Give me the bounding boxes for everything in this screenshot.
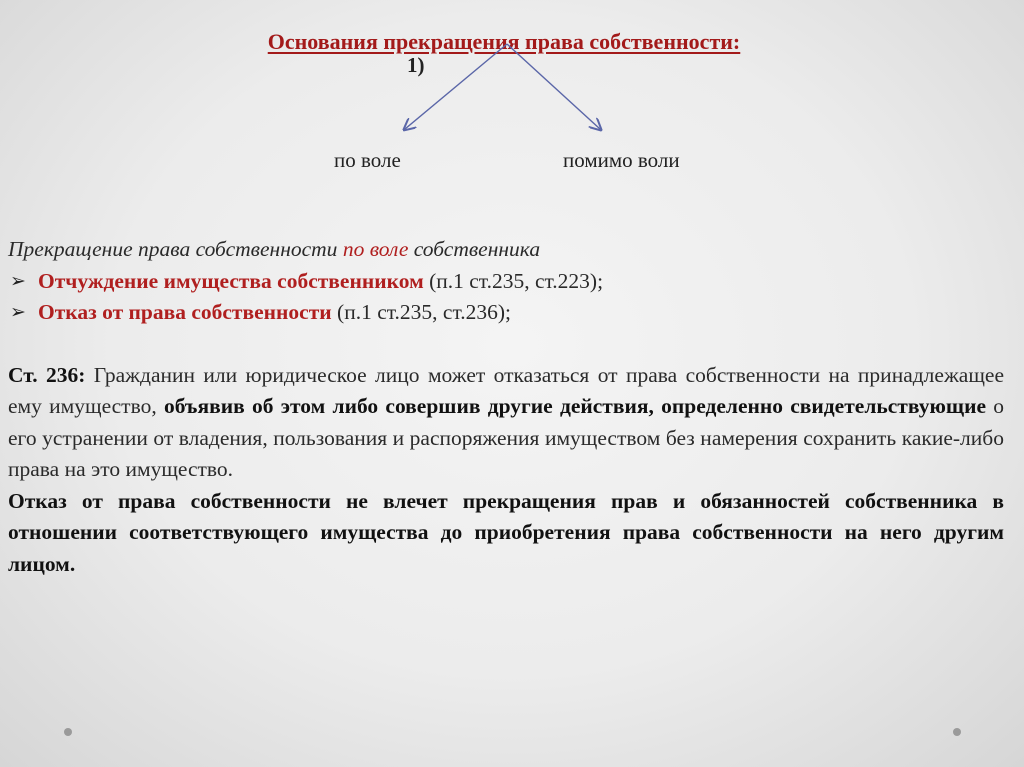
bullet-ref: (п.1 ст.235, ст.223);: [423, 268, 604, 293]
slide-content: [8, 234, 1004, 580]
article-paragraph: [8, 360, 1004, 486]
branch-involuntary: помимо воли: [563, 148, 680, 172]
article-bold: объявив об этом либо совершив другие действия, определенно свидетельствующие: [163, 394, 986, 418]
article-text1: Гражданин или юридическое лицо может отказаться от права собственности на принадлежащее ему имущество,: [8, 362, 1004, 418]
article-label: Ст. 236:: [8, 362, 86, 387]
item-number: 1): [407, 53, 425, 77]
branch-voluntary: по воле: [334, 148, 401, 172]
conclusion-paragraph: Отказ от права собственности не влечет прекращения прав и обязанностей собственника в отношении соответствующего имущества до приобретения права собственности на него другим лицом.: [8, 488, 1004, 576]
subheading-part2: собственника: [408, 237, 541, 261]
bullet-item: [8, 266, 1004, 298]
bullet-list: [8, 266, 1004, 329]
arrow-bullet-icon: ➢: [10, 302, 26, 323]
subheading-highlight: по воле: [342, 237, 409, 261]
bullet-item: [8, 297, 1004, 329]
arrow-bullet-icon: ➢: [10, 270, 26, 292]
bullet-ref: (п.1 ст.235, ст.236);: [331, 300, 511, 324]
bullet-bold: Отчуждение имущества собственником: [38, 268, 424, 293]
bullet-bold: Отказ от права собственности: [38, 300, 332, 324]
article-text2: о его устранении от владения, пользования и распоряжения имуществом без намерения сохранить какие-либо права на это имущество.: [8, 394, 1004, 481]
arrow-right: [507, 44, 600, 129]
slide-title: Основания прекращения права собственности:: [267, 29, 741, 54]
arrow-left: [405, 44, 507, 129]
corner-dot-right: [953, 728, 961, 736]
subheading-part1: Прекращение права собственности: [8, 237, 343, 261]
corner-dot-left: [64, 728, 72, 736]
subheading: [8, 234, 1004, 266]
